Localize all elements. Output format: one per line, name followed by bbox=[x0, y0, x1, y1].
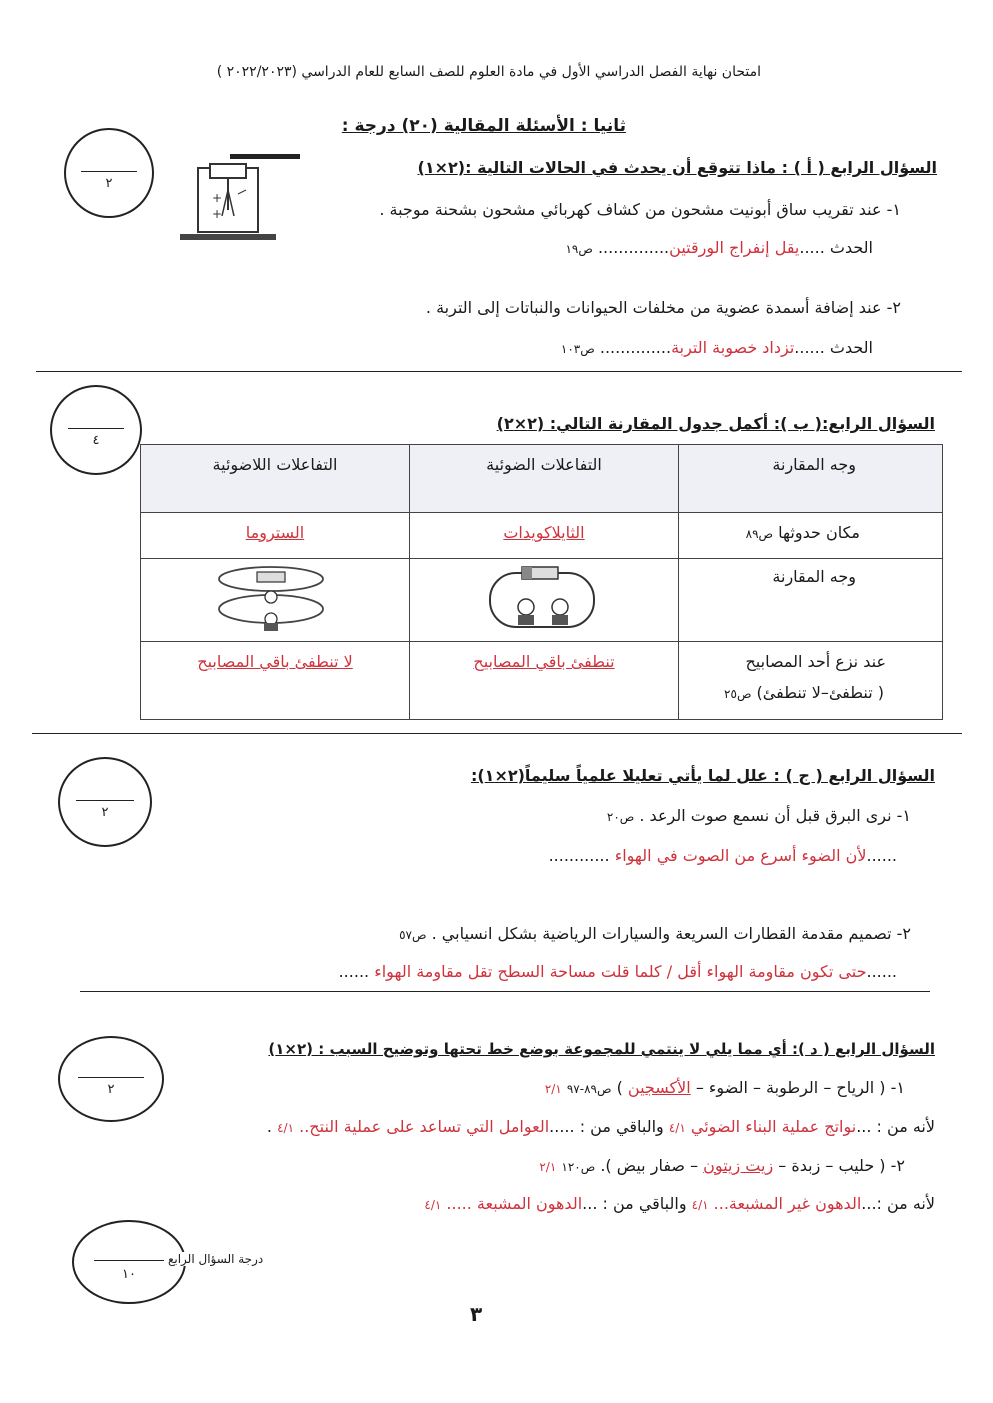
q-c-item1-line bbox=[607, 806, 911, 825]
divider-3 bbox=[80, 991, 930, 992]
svg-text:+: + bbox=[212, 207, 223, 221]
q-d-heading: السؤال الرابع ( د ): أي مما يلي لا ينتمي للمجموعة بوضع خط تحتها وتوضيح السبب : (٢×١) bbox=[268, 1040, 935, 1058]
q-d-item1-ref: ص٨٩-٩٧ bbox=[566, 1082, 612, 1096]
q-d-reason2-mark: ٤/١ bbox=[691, 1198, 709, 1212]
q-d-rest1-answer: العوامل التي تساعد على عملية النتح.. bbox=[299, 1117, 550, 1136]
row1-ref: ص٨٩ bbox=[745, 527, 774, 541]
q-c-answer1-line bbox=[549, 846, 897, 865]
q-c-ref2: ص٥٧ bbox=[399, 928, 427, 942]
q-d-item2-line bbox=[539, 1156, 905, 1175]
row3-label-2: ( تنطفئ–لا تنطفئ) bbox=[756, 683, 884, 702]
q-c-item1: ١- نرى البرق قبل أن نسمع صوت الرعد . bbox=[639, 806, 911, 825]
header-dark: التفاعلات اللاضوئية bbox=[141, 445, 410, 513]
score-c: ٢ bbox=[101, 805, 109, 821]
row3-dark-answer: لا تنطفئ باقي المصابيح bbox=[197, 652, 353, 671]
score-circle-c bbox=[58, 757, 152, 847]
total-label: درجة السؤال الرابع bbox=[168, 1252, 264, 1266]
electroscope-icon bbox=[176, 150, 306, 242]
q-d-reason2-line bbox=[424, 1194, 935, 1213]
q-c-answer2-line bbox=[339, 962, 897, 981]
series-circuit-icon bbox=[410, 559, 678, 637]
q-c-answer1-suffix: ............ bbox=[548, 846, 610, 865]
row3-ref: ص٢٥ bbox=[724, 687, 752, 701]
row1-light-cell bbox=[410, 513, 679, 559]
q-a-answer1: يقل إنفراج الورقتين bbox=[669, 238, 800, 257]
row2-label-cell bbox=[679, 559, 943, 642]
row2-parallel-cell bbox=[141, 559, 410, 642]
q-d-rest2: والباقي من : ... bbox=[582, 1194, 687, 1213]
row1-label: مكان حدوثها bbox=[778, 523, 860, 542]
q-d-item1-answer: الأكسجين bbox=[627, 1078, 691, 1097]
q-a-answer1-suffix: .............. bbox=[597, 238, 670, 257]
comparison-table bbox=[140, 444, 943, 720]
q-a-answer2-suffix: .............. bbox=[599, 338, 672, 357]
score-circle-a bbox=[64, 128, 154, 218]
q-d-item2-post: – صفار بيض ). bbox=[600, 1156, 699, 1175]
q-a-heading: السؤال الرابع ( أ ) : ماذا تتوقع أن يحدث في الحالات التالية :(٢×١) bbox=[417, 158, 937, 177]
score-circle-d bbox=[58, 1036, 164, 1122]
q-d-rest2-mark: ٤/١ bbox=[424, 1198, 442, 1212]
header-aspect: وجه المقارنة bbox=[679, 445, 943, 513]
total-score: ١٠ bbox=[122, 1266, 136, 1282]
q-d-item2-answer: زيت زيتون bbox=[703, 1156, 774, 1175]
row2-series-cell bbox=[410, 559, 679, 642]
q-c-answer2-prefix: ...... bbox=[866, 962, 897, 981]
q-a-answer2-prefix: الحدث ...... bbox=[794, 338, 873, 357]
row1-dark-answer: الستروما bbox=[245, 523, 305, 542]
parallel-circuit-icon bbox=[141, 559, 409, 637]
row1-label-cell bbox=[679, 513, 943, 559]
row3-dark-cell bbox=[141, 642, 410, 720]
q-d-item1-post: ) bbox=[616, 1078, 623, 1097]
row2-label: وجه المقارنة bbox=[772, 567, 856, 586]
q-a-ref1: ص١٩ bbox=[565, 242, 593, 256]
q-d-reason1-mark: ٤/١ bbox=[668, 1121, 686, 1135]
q-c-item2-line bbox=[399, 924, 911, 943]
row3-label-1: عند نزع أحد المصابيح bbox=[745, 652, 886, 671]
q-d-because2: لأنه من :... bbox=[861, 1194, 935, 1213]
q-a-answer2-line bbox=[561, 338, 873, 357]
section-title: ثانيا : الأسئلة المقالية (٢٠) درجة : bbox=[341, 116, 626, 136]
q-d-item2-mark: ٢/١ bbox=[539, 1160, 557, 1174]
divider-1 bbox=[36, 371, 962, 372]
q-c-answer2-suffix: ...... bbox=[338, 962, 370, 981]
q-a-answer1-line bbox=[565, 238, 873, 257]
divider-2 bbox=[32, 733, 962, 734]
q-c-answer1-prefix: ...... bbox=[866, 846, 897, 865]
svg-text:+: + bbox=[212, 191, 223, 205]
q-d-item2-ref: ص١٢٠ bbox=[561, 1160, 596, 1174]
q-d-reason1: نواتج عملية البناء الضوئي bbox=[690, 1117, 857, 1136]
q-d-because1: لأنه من : ... bbox=[856, 1117, 935, 1136]
q-d-rest1: والباقي من : ..... bbox=[549, 1117, 664, 1136]
q-c-item2: ٢- تصميم مقدمة القطارات السريعة والسيارات الرياضية بشكل انسيابي . bbox=[431, 924, 911, 943]
q-c-answer1: لأن الضوء أسرع من الصوت في الهواء bbox=[614, 846, 867, 865]
q-a-item1: ١- عند تقريب ساق أبونيت مشحون من كشاف كهربائي مشحون بشحنة موجبة . bbox=[379, 200, 901, 219]
q-a-item2: ٢- عند إضافة أسمدة عضوية من مخلفات الحيوانات والنباتات إلى التربة . bbox=[425, 298, 901, 317]
q-d-rest2-answer: الدهون المشبعة ..... bbox=[446, 1194, 583, 1213]
row3-label-cell bbox=[679, 642, 943, 720]
q-d-item1-line bbox=[545, 1078, 905, 1097]
q-d-rest1-mark: ٤/١ bbox=[277, 1121, 295, 1135]
q-d-reason2: الدهون غير المشبعة... bbox=[713, 1194, 862, 1213]
header-light: التفاعلات الضوئية bbox=[410, 445, 679, 513]
q-b-heading: السؤال الرابع:( ب ): أكمل جدول المقارنة التالي: (٢×٢) bbox=[496, 414, 935, 433]
row3-light-cell bbox=[410, 642, 679, 720]
q-c-answer2: حتى تكون مقاومة الهواء أقل / كلما قلت مساحة السطح تقل مقاومة الهواء bbox=[374, 962, 867, 981]
q-c-heading: السؤال الرابع ( ج ) : علل لما يأتي تعليلا علمياً سليماً(٢×١): bbox=[470, 766, 935, 785]
q-c-ref1: ص٢٠ bbox=[606, 810, 635, 824]
row3-light-answer: تنطفئ باقي المصابيح bbox=[473, 652, 615, 671]
q-d-item1-mark: ٢/١ bbox=[544, 1082, 562, 1096]
row1-dark-cell bbox=[141, 513, 410, 559]
score-circle-b bbox=[50, 385, 142, 475]
q-d-item2-pre: ٢- ( حليب – زبدة – bbox=[778, 1156, 905, 1175]
page-number: ٣ bbox=[470, 1302, 483, 1326]
score-d: ٢ bbox=[107, 1082, 115, 1098]
score-b: ٤ bbox=[92, 433, 100, 449]
q-d-reason1-line: لأنه من : ...نواتج عملية البناء الضوئي ٤/١ والباقي من : .....العوامل التي تساعد على عملية النتح.. ٤/١ . bbox=[266, 1117, 935, 1136]
q-a-answer2: تزداد خصوبة التربة bbox=[671, 338, 795, 357]
row1-light-answer: الثايلاكويدات bbox=[503, 523, 585, 542]
q-a-answer1-prefix: الحدث ..... bbox=[799, 238, 873, 257]
score-a: ٢ bbox=[105, 176, 113, 192]
q-d-item1-pre: ١- ( الرياح – الرطوبة – الضوء – bbox=[695, 1078, 905, 1097]
q-a-ref2: ص١٠٣ bbox=[560, 342, 595, 356]
exam-title: امتحان نهاية الفصل الدراسي الأول في مادة العلوم للصف السابع للعام الدراسي (٢٠٢٢/٢٠٢٣ ) bbox=[216, 64, 761, 80]
